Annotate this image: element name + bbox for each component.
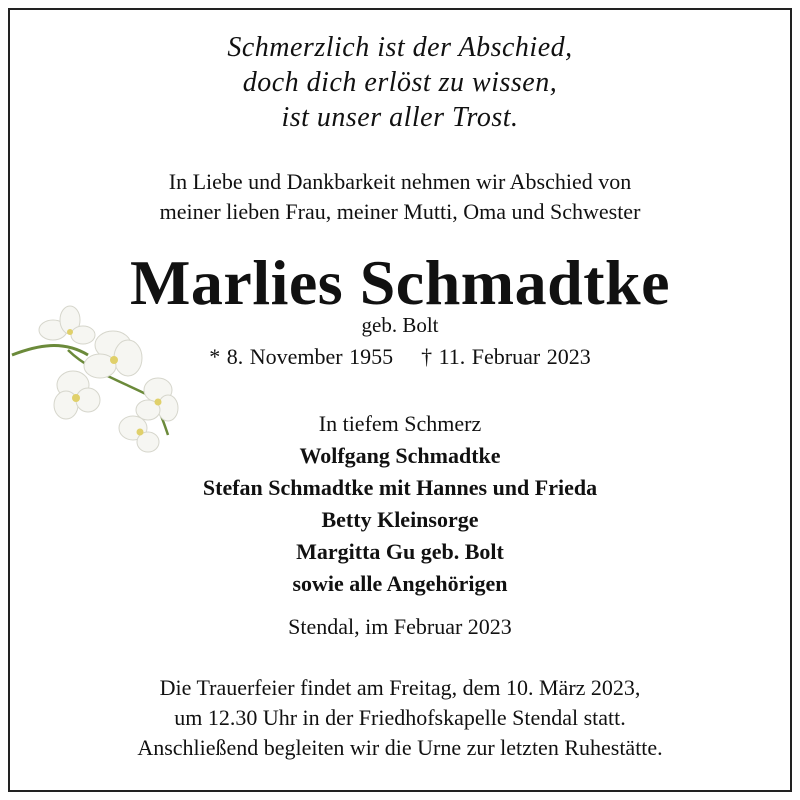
mourner-name: Stefan Schmadtke mit Hannes und Frieda bbox=[202, 475, 598, 500]
poem-line: ist unser aller Trost. bbox=[281, 102, 519, 133]
mourners-list bbox=[0, 408, 800, 600]
place-date: Stendal, im Februar 2023 bbox=[288, 614, 512, 639]
poem bbox=[0, 30, 800, 135]
intro-line: meiner lieben Frau, meiner Mutti, Oma und Schwester bbox=[159, 199, 641, 224]
mourner-name: Betty Kleinsorge bbox=[321, 507, 479, 532]
funeral-line: Die Trauerfeier findet am Freitag, dem 10. März 2023, bbox=[159, 675, 641, 700]
poem-line: doch dich erlöst zu wissen, bbox=[242, 67, 558, 98]
deceased-name: Marlies Schmadtke bbox=[130, 247, 670, 318]
born-name: geb. Bolt bbox=[361, 313, 439, 337]
birth-date: * 8. November 1955 bbox=[209, 344, 394, 369]
funeral-line: um 12.30 Uhr in der Friedhofskapelle Stendal statt. bbox=[174, 705, 626, 730]
funeral-notice bbox=[0, 673, 800, 763]
mourner-name: Margitta Gu geb. Bolt bbox=[296, 539, 504, 564]
mourner-name: sowie alle Angehörigen bbox=[292, 571, 508, 596]
intro-text bbox=[0, 167, 800, 227]
mourner-name: Wolfgang Schmadtke bbox=[299, 443, 501, 468]
poem-line: Schmerzlich ist der Abschied, bbox=[227, 32, 573, 63]
intro-line: In Liebe und Dankbarkeit nehmen wir Abschied von bbox=[168, 169, 632, 194]
life-dates bbox=[0, 342, 800, 372]
mourners-heading: In tiefem Schmerz bbox=[318, 411, 482, 436]
death-date: † 11. Februar 2023 bbox=[421, 344, 591, 369]
funeral-line: Anschließend begleiten wir die Urne zur letzten Ruhestätte. bbox=[137, 735, 663, 760]
